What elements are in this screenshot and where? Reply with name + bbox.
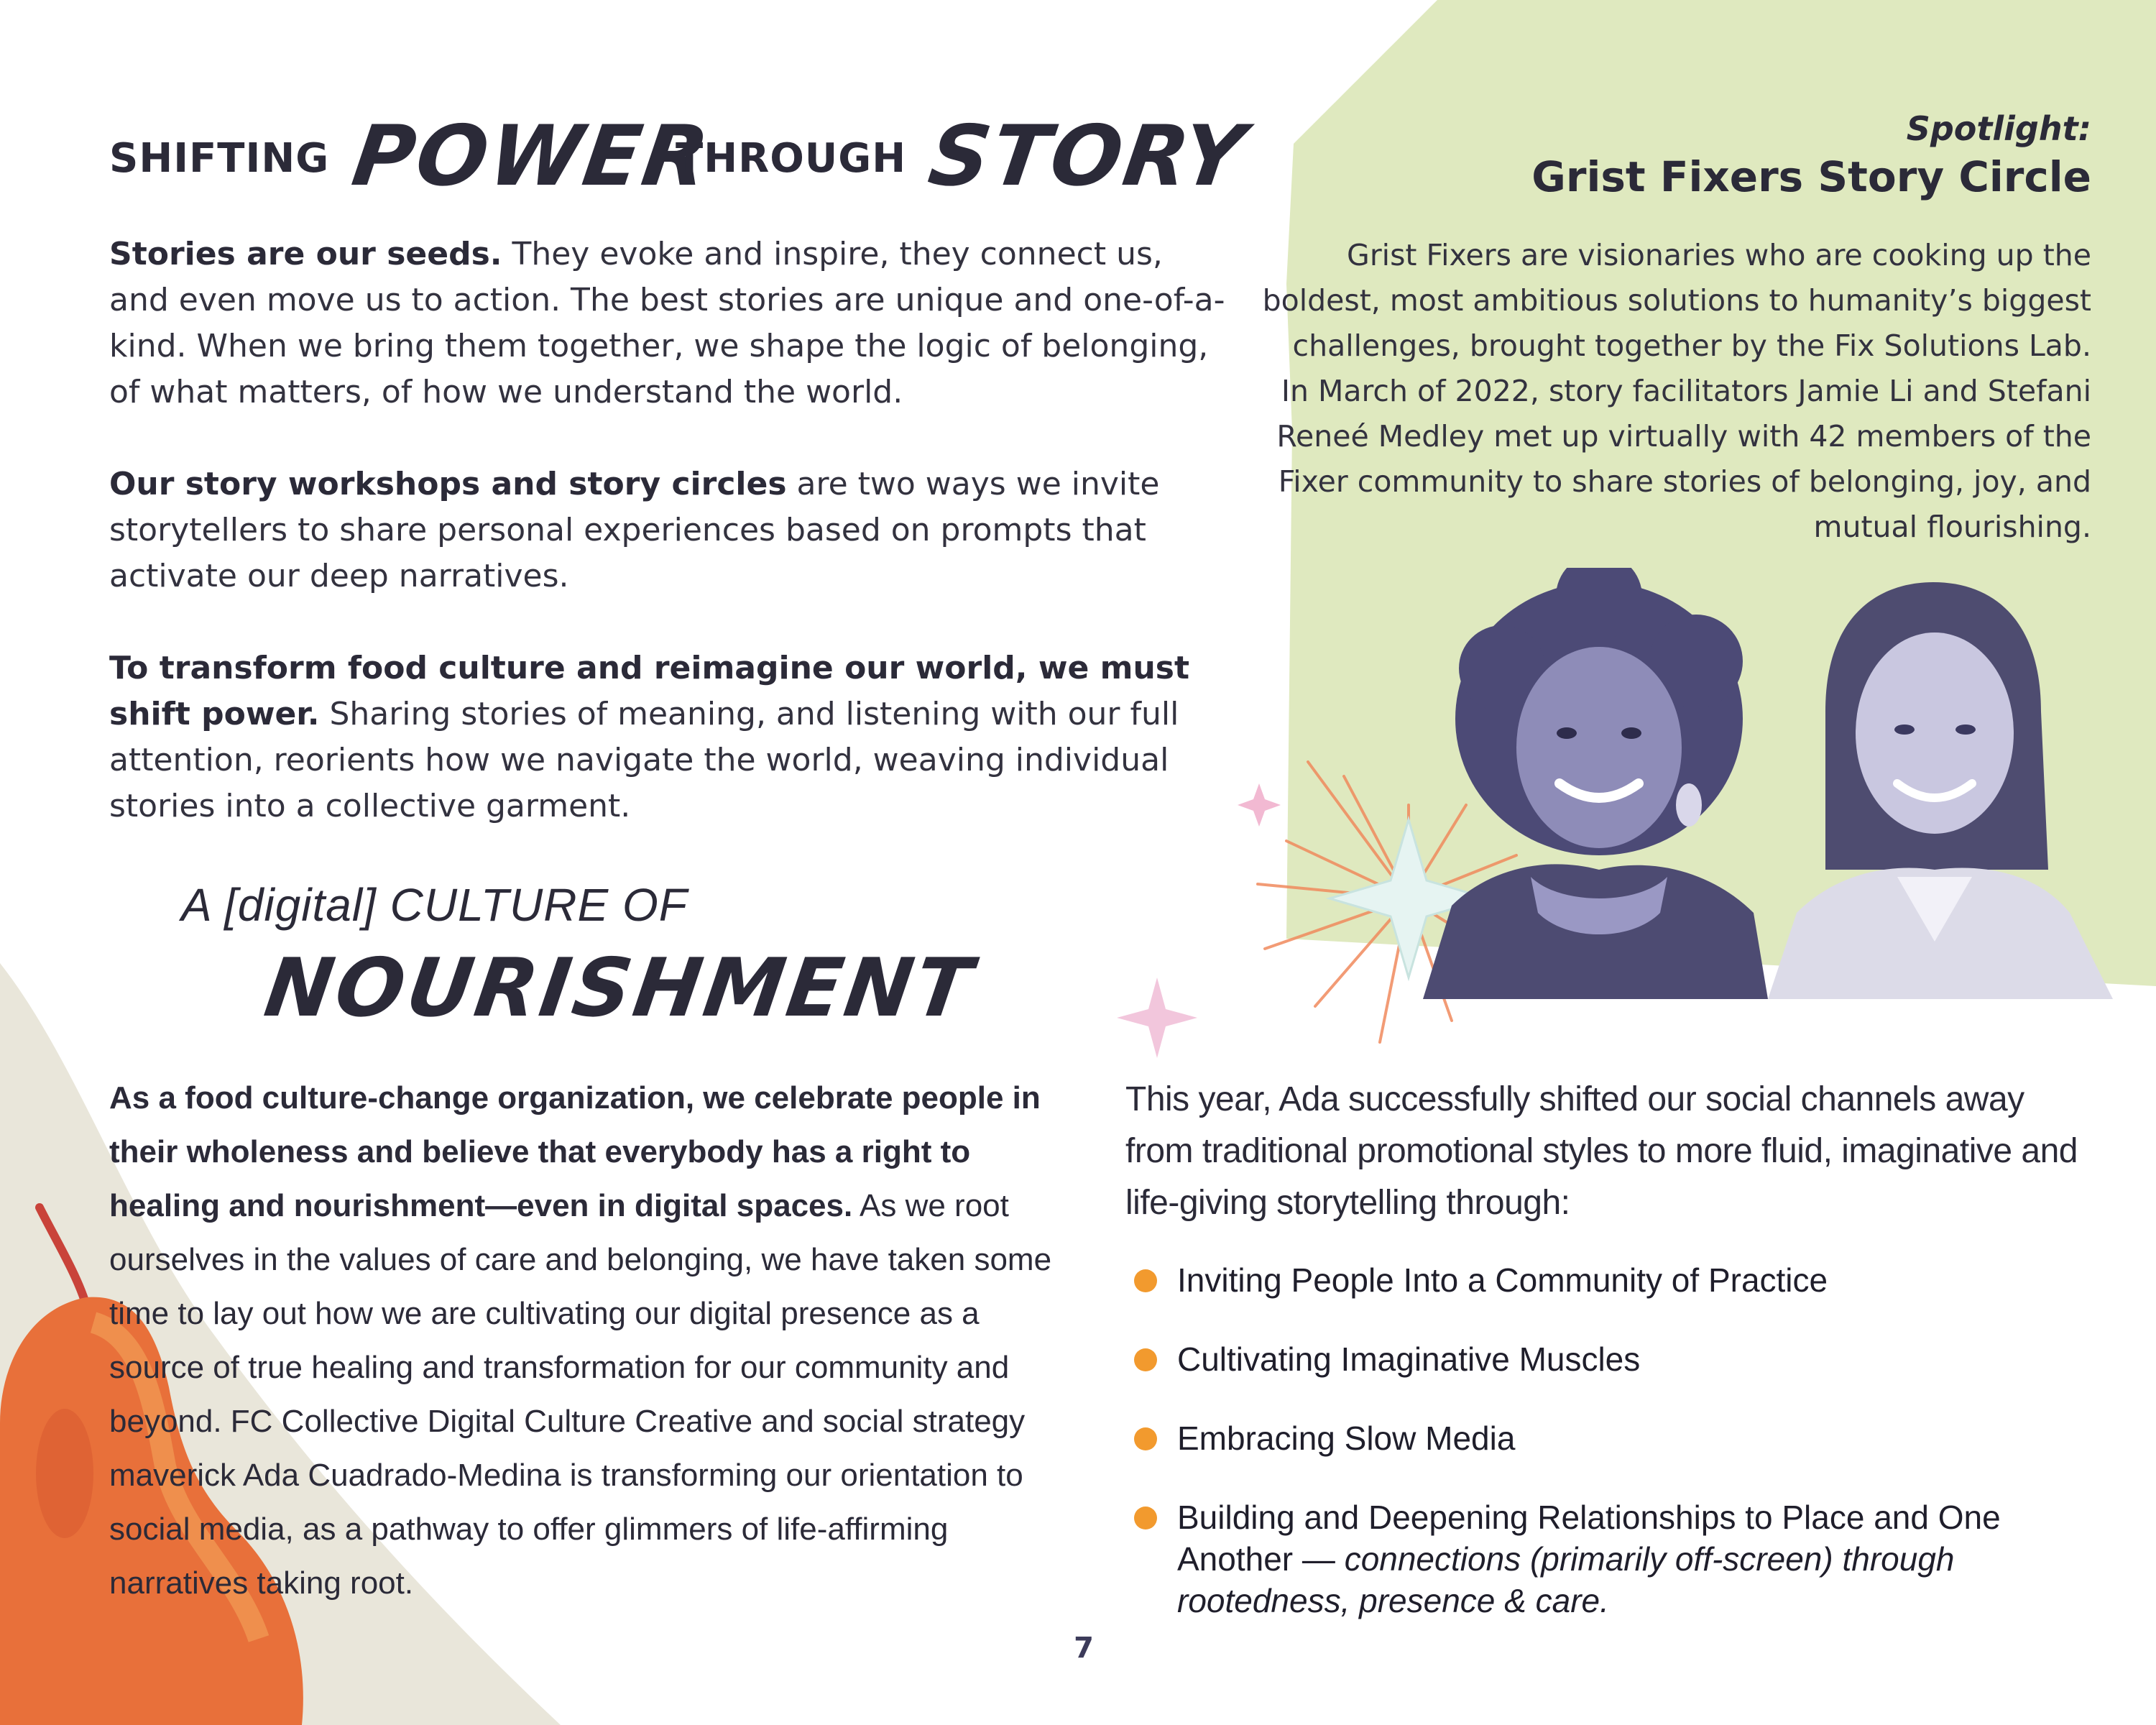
heading-word-story: STORY xyxy=(923,108,1253,205)
bullet-text: Inviting People Into a Community of Practice xyxy=(1177,1261,1828,1299)
portrait-stefani-renee-medley xyxy=(1768,582,2113,999)
bullet-dot-icon xyxy=(1134,1506,1157,1530)
main-heading xyxy=(109,108,1253,208)
bullet-text: Cultivating Imaginative Muscles xyxy=(1177,1340,1641,1378)
intro-p1-text: They evoke and inspire, they connect us, and even move us to action. The best stories are unique and one-of-a-kind. When we bring them together, we shape the logic of belonging, of what matters, of how we understand the world. xyxy=(109,236,1225,410)
bullet-item xyxy=(1134,1259,2097,1301)
intro-paragraph-2 xyxy=(109,461,1230,599)
bullet-dot-icon xyxy=(1134,1269,1157,1292)
bullet-item xyxy=(1134,1417,2097,1459)
section-heading-line1: A [digital] CULTURE OF xyxy=(181,879,688,931)
heading-word-shifting: SHIFTING xyxy=(109,135,330,182)
section-heading-nourishment: NOURISHMENT xyxy=(259,942,980,1035)
facilitator-portraits xyxy=(1423,568,2156,999)
intro-paragraph-1 xyxy=(109,231,1230,415)
right-intro-paragraph: This year, Ada successfully shifted our social channels away from traditional promotional styles to more fluid, imaginative and life-giving storytelling through: xyxy=(1125,1080,2078,1222)
bullet-text-italic: connections (primarily off-screen) through rootedness, presence & care. xyxy=(1177,1540,1955,1619)
spotlight-body: Grist Fixers are visionaries who are cooking up the boldest, most ambitious solutions to humanity’s biggest challenges, brought together by the Fix Solutions Lab. In March of 2022, story facilitators Jamie Li and Stefani Reneé Medley met up virtually with 42 members of the Fixer community to share stories of belonging, joy, and mutual flourishing. xyxy=(1262,238,2091,544)
intro-p1-bold: Stories are our seeds. xyxy=(109,236,502,272)
bullet-dot-icon xyxy=(1134,1427,1157,1450)
portrait-jamie-li xyxy=(1423,568,1768,999)
bullet-dot-icon xyxy=(1134,1348,1157,1371)
culture-paragraph xyxy=(109,1071,1065,1610)
intro-p2-text: are two ways we invite storytellers to share personal experiences based on prompts that activate our deep narratives. xyxy=(109,466,1160,594)
intro-p3-bold: To transform food culture and reimagine our world, we must shift power. xyxy=(109,650,1190,732)
spotlight-label: Spotlight: xyxy=(1906,109,2091,148)
heading-word-through: THROUGH xyxy=(676,135,907,182)
bullet-text: Embracing Slow Media xyxy=(1177,1420,1516,1457)
bullet-text: Building and Deepening Relationships to Place and One Another — xyxy=(1177,1499,2001,1578)
intro-p3-text: Sharing stories of meaning, and listening with our full attention, reorients how we navigate the world, weaving individual stories into a collective garment. xyxy=(109,696,1179,824)
culture-text: As we root ourselves in the values of care and belonging, we have taken some time to lay out how we are cultivating our digital presence as a source of true healing and transformation for our community and beyond. FC Collective Digital Culture Creative and social strategy maverick Ada Cuadrado-Medina is transforming our orientation to social media, as a pathway to offer glimmers of life-affirming narratives taking root. xyxy=(109,1188,1052,1601)
intro-paragraph-3 xyxy=(109,645,1230,829)
bullet-item xyxy=(1134,1338,2097,1380)
heading-word-power: POWER xyxy=(346,108,717,205)
page-number: 7 xyxy=(1074,1632,1094,1665)
bullet-item xyxy=(1134,1496,2097,1622)
bullet-text-wrap xyxy=(1177,1496,2097,1622)
intro-p2-bold: Our story workshops and story circles xyxy=(109,466,787,502)
spotlight-title: Grist Fixers Story Circle xyxy=(1531,152,2091,201)
culture-bold: As a food culture-change organization, we celebrate people in their wholeness and believe that everybody has a right to healing and nourishment—even in digital spaces. xyxy=(109,1080,1041,1223)
